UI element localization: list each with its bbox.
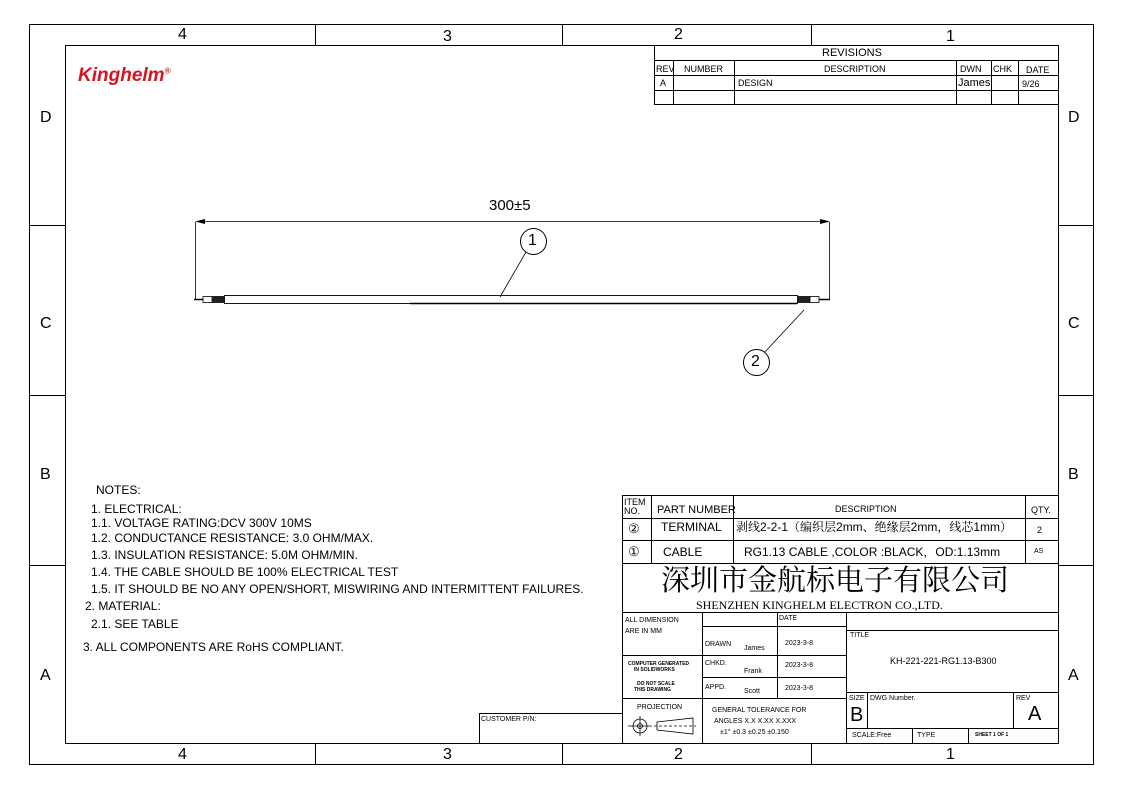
bom-row-terminal-item: ② xyxy=(628,521,640,536)
note-3: 3. ALL COMPONENTS ARE RoHS COMPLIANT. xyxy=(83,640,344,654)
zone-row-a-right: A xyxy=(1068,667,1079,684)
bom-header-item: ITEM NO. xyxy=(624,497,646,516)
rev-header-dwn: DWN xyxy=(960,64,982,74)
balloon-1-label: 1 xyxy=(528,232,537,249)
bom-header-part: PART NUMBER xyxy=(657,504,736,516)
projection-label: PROJECTION xyxy=(637,704,683,711)
rev-header-chk: CHK xyxy=(993,64,1013,74)
rev-header-description: DESCRIPTION xyxy=(824,64,886,74)
note-1: 1. ELECTRICAL: xyxy=(91,502,182,516)
appd-name: Scott xyxy=(744,688,760,695)
rev-header-date: DATE xyxy=(1026,65,1050,75)
appd-label: APPD. xyxy=(705,684,727,691)
note-2-1: 2.1. SEE TABLE xyxy=(91,617,179,631)
company-name-cn: 深圳市金航标电子有限公司 xyxy=(661,563,1010,597)
type-label: TYPE xyxy=(917,732,936,739)
zone-row-a-left: A xyxy=(40,667,51,684)
zone-row-c-left: C xyxy=(40,315,52,332)
zone-col-4-top: 4 xyxy=(178,26,187,43)
note-1-2: 1.2. CONDUCTANCE RESISTANCE: 3.0 OHM/MAX. xyxy=(91,531,374,545)
note-1-5: 1.5. IT SHOULD BE NO ANY OPEN/SHORT, MISWIRING AND INTERMITTENT FAILURES. xyxy=(91,582,584,596)
note-1-1: 1.1. VOLTAGE RATING:DCV 300V 10MS xyxy=(91,516,312,530)
bom-row-cable-part: CABLE xyxy=(663,545,703,559)
drawn-label: DRAWN xyxy=(705,641,732,648)
zone-col-3-top: 3 xyxy=(443,28,452,45)
rev-row-date: 9/26 xyxy=(1022,79,1040,89)
bom-row-terminal-part: TERMINAL xyxy=(661,520,722,534)
zone-col-1-top: 1 xyxy=(946,28,955,45)
note-2: 2. MATERIAL: xyxy=(85,599,161,613)
size-value: B xyxy=(850,704,864,726)
dimension-label: 300±5 xyxy=(489,197,531,214)
revisions-title: REVISIONS xyxy=(822,47,882,59)
rev-header-number: NUMBER xyxy=(684,64,724,74)
bom-header-qty: QTY. xyxy=(1031,505,1051,515)
rev-label: REV xyxy=(1016,695,1031,702)
zone-col-1-bottom: 1 xyxy=(946,746,955,763)
tolerance-line-1: GENERAL TOLERANCE FOR xyxy=(712,707,807,714)
date-label: DATE xyxy=(779,615,798,622)
zone-col-4-bottom: 4 xyxy=(178,746,187,763)
chkd-label: CHKD. xyxy=(705,660,727,667)
dwg-number-label: DWG Number. xyxy=(870,695,916,702)
bom-header-description: DESCRIPTION xyxy=(835,504,897,514)
rev-header-rev: REV xyxy=(656,64,675,74)
kinghelm-logo xyxy=(78,66,170,85)
notes-title: NOTES: xyxy=(96,483,141,497)
drawn-name: James xyxy=(744,645,765,652)
logo-text: Kinghelm xyxy=(78,65,165,86)
bom-row-cable-item: ① xyxy=(628,544,640,559)
chkd-date: 2023-3-8 xyxy=(785,662,814,669)
note-1-3: 1.3. INSULATION RESISTANCE: 5.0M OHM/MIN. xyxy=(91,548,358,562)
are-in-mm-label: ARE IN MM xyxy=(625,628,662,635)
appd-date: 2023-3-8 xyxy=(785,685,814,692)
do-not-scale-1: DO NOT SCALE xyxy=(637,681,675,687)
balloon-2-label: 2 xyxy=(751,353,760,370)
zone-row-b-left: B xyxy=(40,466,51,483)
sheet-label: SHEET 1 OF 1 xyxy=(975,732,1009,738)
computer-generated-2: IN SOLIDWORKS xyxy=(634,667,675,673)
bom-row-terminal-qty: 2 xyxy=(1037,525,1043,535)
bom-row-cable-description: RG1.13 CABLE ,COLOR :BLACK，OD:1.13mm xyxy=(744,545,1001,559)
bom-row-terminal-description: 剥线2-2-1（编织层2mm、绝缘层2mm，线芯1mm） xyxy=(736,520,1013,534)
all-dimension-label: ALL DIMENSION xyxy=(625,617,679,624)
bom-row-cable-qty: AS xyxy=(1034,548,1044,555)
tolerance-line-2: ANGLES X.X X.XX X.XXX xyxy=(714,718,797,725)
title-value: KH-221-221-RG1.13-B300 xyxy=(890,656,997,666)
computer-generated-1: COMPUTER GENERATED xyxy=(628,661,690,667)
rev-row-rev: A xyxy=(660,78,667,88)
registered-mark: ® xyxy=(164,66,171,76)
zone-row-d-left: D xyxy=(40,109,52,126)
cable-drawing xyxy=(194,219,830,376)
scale-label: SCALE:Free xyxy=(852,732,892,739)
zone-col-3-bottom: 3 xyxy=(443,746,452,763)
rev-row-description: DESIGN xyxy=(738,78,773,88)
rev-row-dwn: James xyxy=(958,77,991,89)
projection-symbol-icon xyxy=(628,716,696,736)
zone-row-b-right: B xyxy=(1068,466,1079,483)
zone-col-2-top: 2 xyxy=(674,26,683,43)
company-name-en: SHENZHEN KINGHELM ELECTRON CO.,LTD. xyxy=(696,598,943,612)
tolerance-line-3: ±1° ±0.3 ±0.25 ±0.150 xyxy=(720,729,789,736)
chkd-name: Frank xyxy=(744,668,762,675)
note-1-4: 1.4. THE CABLE SHOULD BE 100% ELECTRICAL TEST xyxy=(91,565,399,579)
title-label: TITLE xyxy=(850,632,870,639)
drawn-date: 2023-3-8 xyxy=(785,640,814,647)
zone-row-c-right: C xyxy=(1068,315,1080,332)
zone-col-2-bottom: 2 xyxy=(674,746,683,763)
do-not-scale-2: THIS DRAWING xyxy=(634,687,671,693)
size-label: SIZE xyxy=(849,695,865,702)
customer-pn-label: CUSTOMER P/N: xyxy=(481,716,537,723)
rev-value: A xyxy=(1028,703,1042,725)
zone-row-d-right: D xyxy=(1068,109,1080,126)
